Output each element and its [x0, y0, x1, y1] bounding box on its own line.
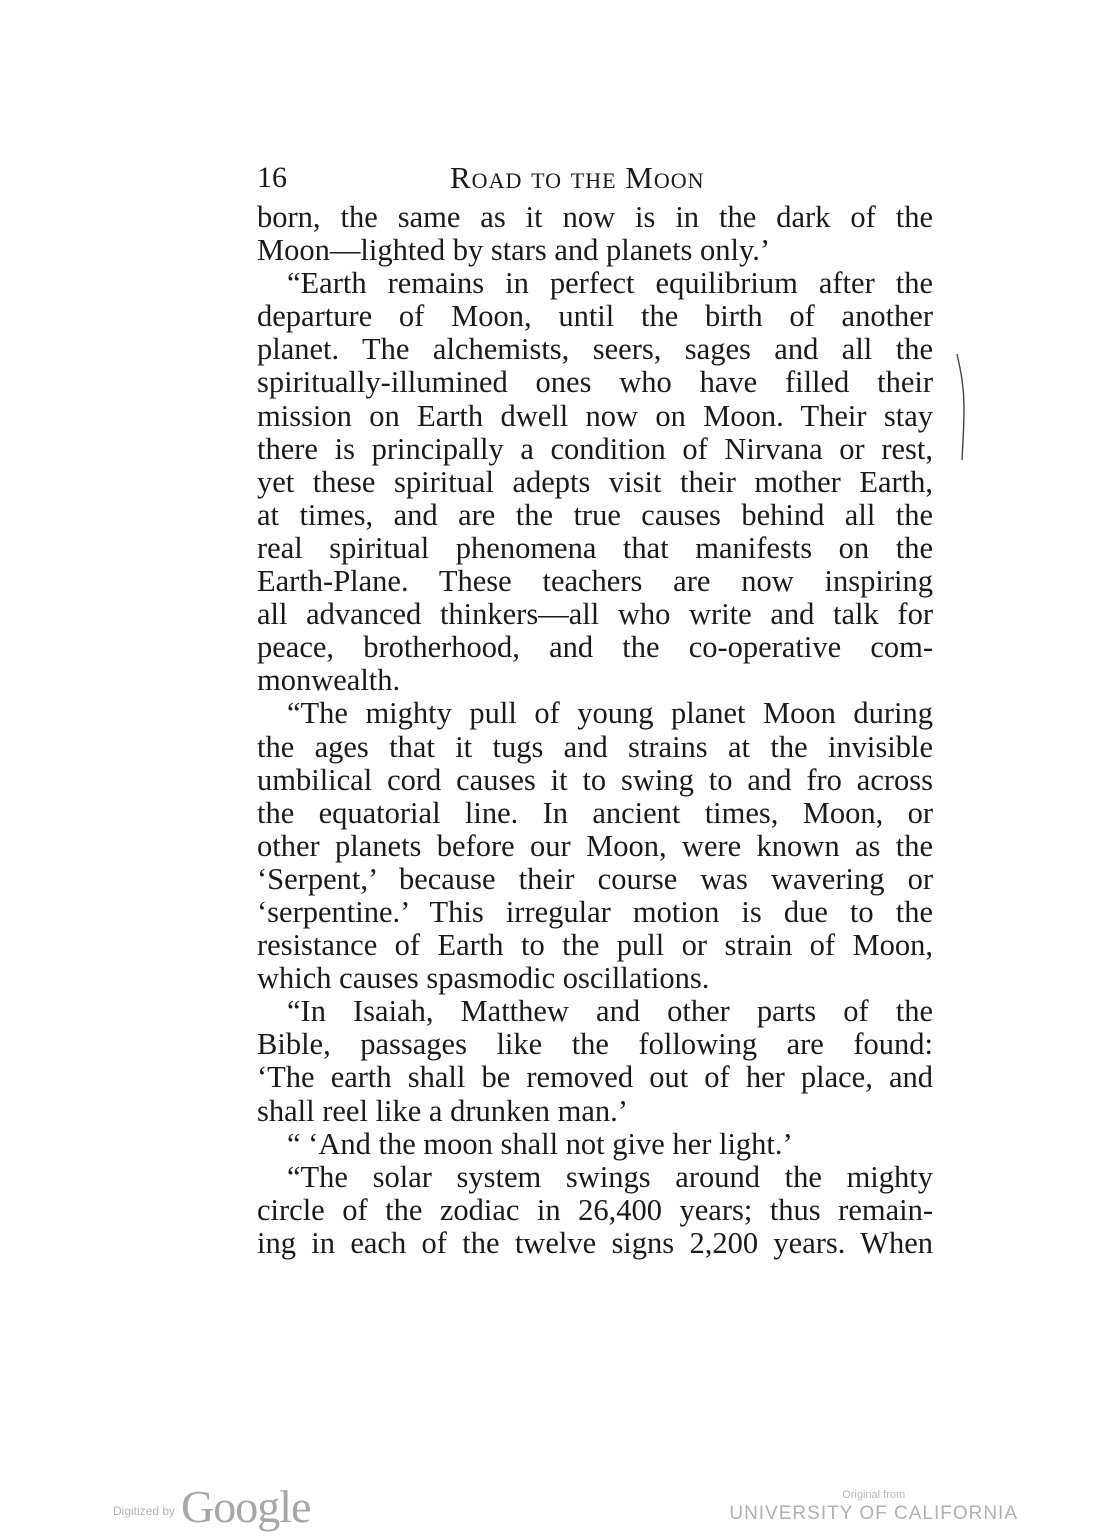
text-line: ‘Serpent,’ because their course was wavering or: [257, 861, 933, 896]
text-line: yet these spiritual adepts visit their mother Earth,: [257, 464, 933, 499]
text-line: the equatorial line. In ancient times, Moon, or: [257, 795, 933, 830]
text-line: ing in each of the twelve signs 2,200 years. When: [257, 1225, 933, 1260]
google-logo: Google: [181, 1481, 311, 1532]
text-line: “The mighty pull of young planet Moon during: [287, 696, 933, 731]
body-text: [257, 201, 933, 1260]
text-line: planet. The alchemists, seers, sages and all the: [257, 332, 933, 367]
text-line: “The solar system swings around the mighty: [287, 1159, 933, 1194]
text-line: other planets before our Moon, were known as the: [257, 828, 933, 863]
original-from-label: Original from: [842, 1489, 906, 1501]
text-line: real spiritual phenomena that manifests on the: [257, 530, 933, 565]
running-title: Road to the Moon: [450, 160, 705, 195]
text-line: mission on Earth dwell now on Moon. Their stay: [257, 398, 933, 433]
digitizer-watermark: [113, 1480, 310, 1530]
paragraph: [257, 201, 933, 267]
source-watermark: [729, 1488, 1018, 1526]
text-line: the ages that it tugs and strains at the invisible: [257, 729, 933, 764]
text-line: there is principally a condition of Nirvana or rest,: [257, 431, 933, 466]
institution-name: UNIVERSITY OF CALIFORNIA: [729, 1503, 1018, 1524]
text-line: “Earth remains in perfect equilibrium after the: [287, 266, 933, 301]
text-line: Bible, passages like the following are found:: [257, 1027, 933, 1062]
text-line: “In Isaiah, Matthew and other parts of the: [287, 994, 933, 1029]
text-line: born, the same as it now is in the dark of the: [257, 200, 933, 234]
page-number: 16: [257, 161, 287, 194]
text-line: circle of the zodiac in 26,400 years; thus remain-: [257, 1192, 933, 1227]
page-header: [257, 158, 937, 198]
text-line: Moon—lighted by stars and planets only.’: [257, 233, 771, 268]
text-line: ‘serpentine.’ This irregular motion is due to the: [257, 894, 933, 929]
text-line: shall reel like a drunken man.’: [257, 1093, 628, 1128]
text-line: spiritually-illumined ones who have filled their: [257, 365, 933, 400]
text-line: departure of Moon, until the birth of another: [257, 299, 933, 334]
text-line: Earth-Plane. These teachers are now inspiring: [257, 564, 933, 599]
text-line: which causes spasmodic oscillations.: [257, 961, 710, 996]
paragraph: [257, 267, 933, 697]
paragraph: [257, 995, 933, 1127]
digitized-by-label: Digitized by: [113, 1504, 176, 1518]
text-line: peace, brotherhood, and the co-operative com-: [257, 630, 933, 665]
text-line: ‘The earth shall be removed out of her place, and: [257, 1060, 933, 1095]
text-line: “ ‘And the moon shall not give her light.’: [287, 1126, 793, 1161]
text-line: monwealth.: [257, 663, 401, 698]
paragraph: [257, 697, 933, 995]
paragraph: [257, 1161, 933, 1260]
margin-mark-line: [955, 352, 969, 462]
text-line: resistance of Earth to the pull or strain of Moon,: [257, 928, 933, 963]
paragraph: [257, 1128, 933, 1161]
text-line: umbilical cord causes it to swing to and fro across: [257, 762, 933, 797]
text-line: at times, and are the true causes behind all the: [257, 497, 933, 532]
text-line: all advanced thinkers—all who write and talk for: [257, 597, 933, 632]
